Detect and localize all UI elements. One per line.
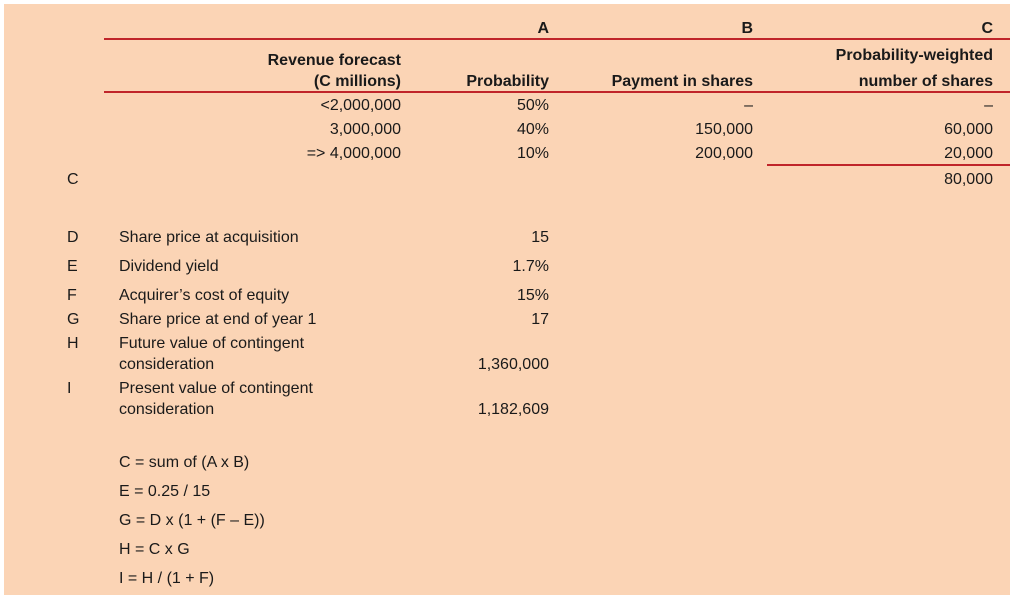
header-revenue-line2: (C millions) (313, 73, 401, 90)
revenue-cell: => 4,000,000 (306, 145, 401, 162)
column-letter-b: B (741, 20, 753, 37)
item-label-line2: consideration (119, 356, 215, 373)
formula-line: H = C x G (119, 541, 190, 558)
item-value: 1.7% (512, 258, 549, 275)
header-payment: Payment in shares (611, 73, 753, 90)
revenue-cell: 3,000,000 (329, 121, 401, 138)
column-letter-a: A (537, 20, 549, 37)
item-label-line1: Future value of contingent (119, 335, 305, 352)
header-weighted-line1: Probability-weighted (835, 47, 993, 64)
header-revenue-line1: Revenue forecast (267, 52, 401, 69)
header-top-rule (104, 38, 1010, 40)
worksheet-panel (4, 4, 1010, 595)
item-letter: F (67, 287, 77, 304)
formula-line: I = H / (1 + F) (119, 570, 215, 587)
formula-line: G = D x (1 + (F – E)) (119, 512, 265, 529)
item-value: 15% (516, 287, 549, 304)
item-label-line1: Present value of contingent (119, 380, 313, 397)
item-label-line2: consideration (119, 401, 215, 418)
header-weighted-line2: number of shares (858, 73, 993, 90)
item-value: 1,182,609 (477, 401, 549, 418)
probability-cell: 50% (516, 97, 549, 114)
item-value: 1,360,000 (477, 356, 549, 373)
item-label: Acquirer’s cost of equity (119, 287, 290, 304)
payment-cell: 200,000 (695, 145, 753, 162)
item-value: 15 (531, 229, 549, 246)
item-letter: H (67, 335, 79, 352)
total-value: 80,000 (944, 171, 993, 188)
probability-cell: 10% (516, 145, 549, 162)
probability-cell: 40% (516, 121, 549, 138)
item-letter: I (67, 380, 72, 397)
item-letter: E (67, 258, 78, 275)
item-label: Share price at acquisition (119, 229, 299, 246)
header-probability: Probability (466, 73, 549, 90)
payment-cell: – (744, 97, 753, 114)
formula-line: E = 0.25 / 15 (119, 483, 211, 500)
total-letter: C (67, 171, 79, 188)
weighted-cell: – (984, 97, 993, 114)
formula-line: C = sum of (A x B) (119, 454, 250, 471)
item-value: 17 (531, 311, 549, 328)
item-label: Share price at end of year 1 (119, 311, 317, 328)
weighted-cell: 20,000 (944, 145, 993, 162)
payment-cell: 150,000 (695, 121, 753, 138)
column-letter-c: C (981, 20, 993, 37)
item-letter: G (67, 311, 80, 328)
revenue-cell: <2,000,000 (320, 97, 401, 114)
item-letter: D (67, 229, 79, 246)
header-bottom-rule (104, 91, 1010, 93)
total-rule (767, 164, 1010, 166)
weighted-cell: 60,000 (944, 121, 993, 138)
item-label: Dividend yield (119, 258, 219, 275)
